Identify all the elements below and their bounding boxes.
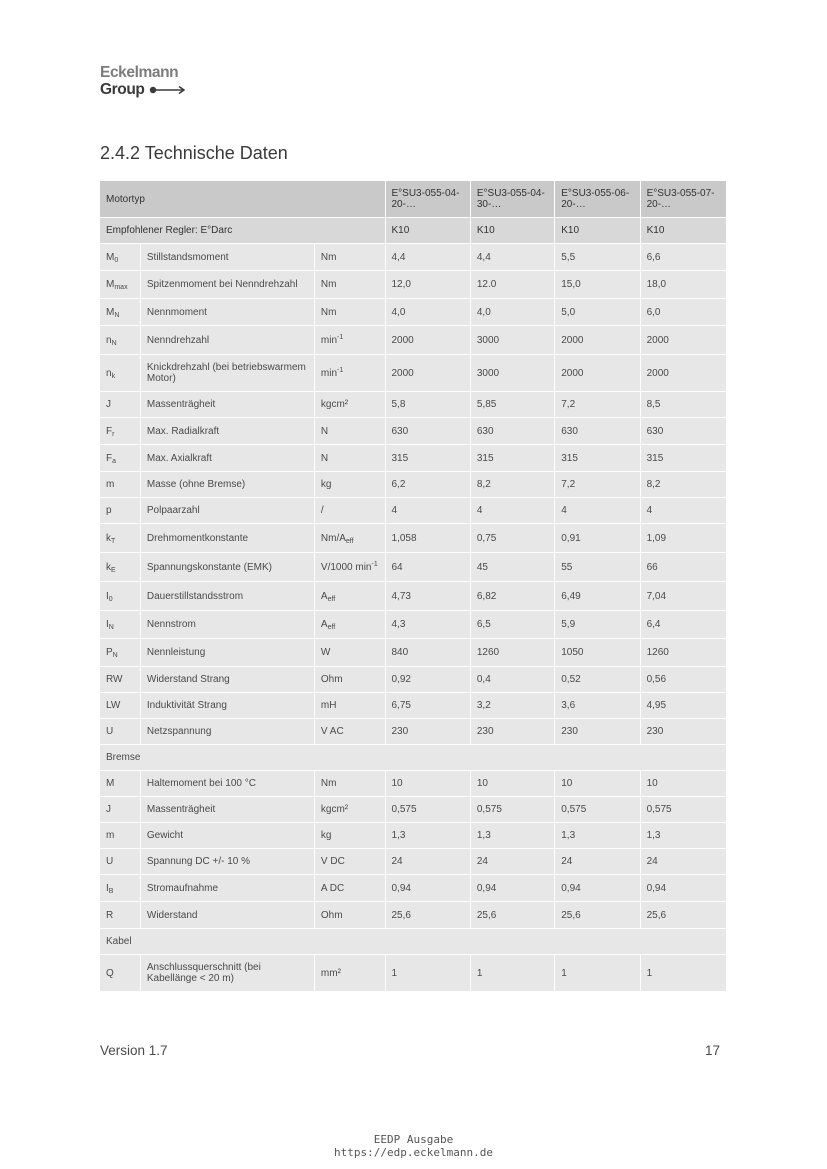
section-label: Kabel	[100, 929, 726, 954]
value-cell: 230	[641, 719, 726, 744]
unit-cell	[315, 418, 385, 444]
symbol-subscript: 0	[108, 595, 113, 603]
value-cell: 24	[386, 849, 470, 874]
unit-cell	[315, 553, 385, 581]
value-cell: 2000	[555, 355, 639, 391]
regler-value: K10	[641, 218, 726, 243]
value-cell: 1	[386, 955, 470, 991]
value-cell: 7,2	[555, 472, 639, 497]
value-cell: 6,4	[641, 611, 726, 638]
value-cell: 8,2	[641, 472, 726, 497]
unit: Nm	[320, 778, 337, 789]
unit-superscript: -1	[371, 560, 378, 568]
value-cell: 2000	[386, 355, 470, 391]
value-cell: 7,2	[555, 392, 639, 417]
value-cell: 24	[641, 849, 726, 874]
value-cell: 6,82	[471, 582, 554, 610]
symbol-subscript: N	[108, 624, 114, 631]
unit: W	[320, 647, 331, 658]
unit: Ohm	[320, 674, 343, 685]
unit-cell	[315, 271, 385, 298]
motortyp-label: Motortyp	[100, 181, 385, 217]
value-cell: 230	[555, 719, 639, 744]
table-row	[100, 244, 726, 270]
symbol-cell	[100, 611, 140, 638]
symbol-cell	[100, 472, 140, 497]
unit: Ohm	[320, 909, 343, 921]
symbol-cell	[100, 418, 140, 444]
parameter-name: Nennmoment	[141, 299, 314, 325]
model-col-1: E°SU3-055-04-20-…	[386, 181, 470, 217]
section-row	[100, 929, 726, 954]
parameter-name: Haltemoment bei 100 °C	[141, 771, 314, 796]
table-row	[100, 955, 726, 991]
unit-superscript: -1	[337, 366, 344, 374]
value-cell: 10	[386, 771, 470, 796]
value-cell: 0,52	[555, 667, 639, 692]
table-row	[100, 392, 726, 417]
unit: Nm/A	[320, 532, 346, 544]
value-cell: 6,0	[641, 299, 726, 325]
unit: A	[320, 590, 328, 602]
unit: /	[320, 505, 324, 516]
value-cell: 1,3	[641, 823, 726, 848]
value-cell: 1,058	[386, 524, 470, 552]
value-cell: 840	[386, 639, 470, 666]
symbol: I	[106, 882, 109, 894]
value-cell: 3000	[471, 326, 554, 354]
unit: N	[320, 452, 329, 464]
value-cell: 45	[471, 553, 554, 581]
value-cell: 5,85	[471, 392, 554, 417]
eedp-watermark	[0, 1133, 827, 1159]
value-cell: 25,6	[555, 902, 639, 928]
technical-data-table	[99, 180, 727, 992]
unit-cell	[315, 498, 385, 523]
unit-cell	[315, 611, 385, 638]
parameter-name: Stromaufnahme	[141, 875, 314, 901]
company-logo	[100, 64, 220, 98]
value-cell: 2000	[386, 326, 470, 354]
unit-subscript: eff	[327, 624, 336, 631]
value-cell: 0,94	[641, 875, 726, 901]
value-cell: 64	[386, 553, 470, 581]
regler-value: K10	[386, 218, 470, 243]
unit: mH	[320, 700, 337, 711]
table-row	[100, 418, 726, 444]
value-cell: 1	[555, 955, 639, 991]
unit-cell	[315, 797, 385, 822]
value-cell: 315	[641, 445, 726, 471]
symbol-cell	[100, 498, 140, 523]
value-cell: 6,49	[555, 582, 639, 610]
value-cell: 315	[386, 445, 470, 471]
symbol-cell	[100, 392, 140, 417]
unit-cell	[315, 355, 385, 391]
value-cell: 4,0	[471, 299, 554, 325]
value-cell: 25,6	[386, 902, 470, 928]
value-cell: 1	[471, 955, 554, 991]
unit: mm²	[320, 967, 341, 979]
value-cell: 1,3	[386, 823, 470, 848]
value-cell: 10	[555, 771, 639, 796]
value-cell: 18,0	[641, 271, 726, 298]
unit: kgcm²	[320, 804, 349, 815]
value-cell: 0,94	[386, 875, 470, 901]
symbol-subscript: 0	[114, 256, 119, 264]
value-cell: 0,575	[641, 797, 726, 822]
table-row	[100, 849, 726, 874]
symbol-subscript: N	[112, 652, 118, 659]
symbol-subscript: a	[112, 457, 117, 465]
symbol: I	[106, 590, 109, 602]
value-cell: 24	[555, 849, 639, 874]
unit-superscript: -1	[337, 333, 344, 341]
unit-cell	[315, 667, 385, 692]
unit: V DC	[320, 856, 345, 867]
value-cell: 2000	[641, 326, 726, 354]
symbol-cell	[100, 271, 140, 298]
table-row	[100, 902, 726, 928]
parameter-name: Drehmomentkonstante	[141, 524, 314, 552]
symbol-subscript: N	[114, 311, 120, 319]
symbol-cell	[100, 299, 140, 325]
value-cell: 3000	[471, 355, 554, 391]
symbol: Q	[106, 967, 114, 979]
model-col-3: E°SU3-055-06-20-…	[555, 181, 639, 217]
table-row	[100, 271, 726, 298]
value-cell: 630	[555, 418, 639, 444]
table-row	[100, 797, 726, 822]
table-row	[100, 498, 726, 523]
parameter-name: Nennleistung	[141, 639, 314, 666]
parameter-name: Nenndrehzahl	[141, 326, 314, 354]
parameter-name: Spannung DC +/- 10 %	[141, 849, 314, 874]
symbol-cell	[100, 955, 140, 991]
unit: min	[320, 367, 338, 379]
value-cell: 12.0	[471, 271, 554, 298]
unit-cell	[315, 719, 385, 744]
value-cell: 10	[471, 771, 554, 796]
unit-cell	[315, 693, 385, 718]
value-cell: 5,5	[555, 244, 639, 270]
value-cell: 630	[641, 418, 726, 444]
unit-cell	[315, 582, 385, 610]
value-cell: 3,2	[471, 693, 554, 718]
table-row	[100, 667, 726, 692]
parameter-name: Widerstand	[141, 902, 314, 928]
symbol-cell	[100, 326, 140, 354]
value-cell: 230	[471, 719, 554, 744]
regler-label: Empfohlener Regler: E°Darc	[100, 218, 385, 243]
unit-cell	[315, 875, 385, 901]
symbol-cell	[100, 639, 140, 666]
symbol-cell	[100, 797, 140, 822]
value-cell: 315	[471, 445, 554, 471]
unit: min	[320, 334, 338, 346]
unit-cell	[315, 849, 385, 874]
value-cell: 5,8	[386, 392, 470, 417]
table-row	[100, 582, 726, 610]
symbol-subscript: T	[111, 537, 116, 545]
value-cell: 2000	[555, 326, 639, 354]
parameter-name: Masse (ohne Bremse)	[141, 472, 314, 497]
value-cell: 1,09	[641, 524, 726, 552]
unit: A DC	[320, 882, 345, 894]
symbol-subscript: B	[108, 887, 114, 895]
table-header-row	[100, 181, 726, 217]
symbol: J	[106, 399, 111, 410]
unit-cell	[315, 771, 385, 796]
symbol-cell	[100, 553, 140, 581]
value-cell: 10	[641, 771, 726, 796]
symbol-cell	[100, 875, 140, 901]
symbol: p	[106, 505, 112, 516]
value-cell: 4,3	[386, 611, 470, 638]
logo-arrow-icon	[149, 85, 187, 95]
symbol: J	[106, 804, 111, 815]
unit-subscript: eff	[345, 537, 354, 545]
value-cell: 1	[641, 955, 726, 991]
unit-cell	[315, 955, 385, 991]
logo-line2: Group	[100, 81, 145, 98]
value-cell: 230	[386, 719, 470, 744]
symbol: M	[106, 251, 115, 263]
value-cell: 15,0	[555, 271, 639, 298]
value-cell: 315	[555, 445, 639, 471]
value-cell: 0,91	[555, 524, 639, 552]
unit: A	[320, 619, 328, 630]
value-cell: 0,575	[471, 797, 554, 822]
value-cell: 630	[471, 418, 554, 444]
symbol-subscript: max	[114, 284, 128, 291]
symbol-cell	[100, 719, 140, 744]
parameter-name: Induktivität Strang	[141, 693, 314, 718]
value-cell: 5,0	[555, 299, 639, 325]
unit-cell	[315, 823, 385, 848]
logo-line1: Eckelmann	[100, 64, 179, 81]
symbol-subscript: k	[111, 372, 116, 380]
value-cell: 0,4	[471, 667, 554, 692]
unit: kg	[320, 479, 332, 490]
value-cell: 6,75	[386, 693, 470, 718]
symbol: m	[106, 830, 115, 841]
value-cell: 25,6	[641, 902, 726, 928]
value-cell: 0,56	[641, 667, 726, 692]
parameter-name: Max. Radialkraft	[141, 418, 314, 444]
symbol: U	[106, 856, 114, 867]
value-cell: 1260	[641, 639, 726, 666]
value-cell: 4,4	[386, 244, 470, 270]
unit: N	[320, 425, 329, 437]
value-cell: 4	[641, 498, 726, 523]
symbol: RW	[106, 674, 123, 685]
parameter-name: Massenträgheit	[141, 392, 314, 417]
symbol-cell	[100, 902, 140, 928]
value-cell: 0,575	[386, 797, 470, 822]
value-cell: 8,2	[471, 472, 554, 497]
symbol-cell	[100, 771, 140, 796]
unit-cell	[315, 299, 385, 325]
symbol-cell	[100, 244, 140, 270]
table-row	[100, 719, 726, 744]
symbol: m	[106, 479, 115, 490]
parameter-name: Polpaarzahl	[141, 498, 314, 523]
parameter-name: Spannungskonstante (EMK)	[141, 553, 314, 581]
symbol: k	[106, 532, 111, 544]
unit-cell	[315, 639, 385, 666]
symbol-cell	[100, 355, 140, 391]
table-row	[100, 693, 726, 718]
table-row	[100, 445, 726, 471]
value-cell: 6,6	[641, 244, 726, 270]
symbol: M	[106, 279, 115, 290]
value-cell: 55	[555, 553, 639, 581]
unit-cell	[315, 902, 385, 928]
parameter-name: Massenträgheit	[141, 797, 314, 822]
symbol-cell	[100, 524, 140, 552]
watermark-line2: https://edp.eckelmann.de	[334, 1146, 493, 1159]
table-row	[100, 524, 726, 552]
footer-page-number: 17	[705, 1043, 721, 1058]
value-cell: 4,0	[386, 299, 470, 325]
section-label: Bremse	[100, 745, 726, 770]
symbol-subscript: r	[112, 430, 115, 438]
value-cell: 4,4	[471, 244, 554, 270]
symbol: R	[106, 909, 114, 921]
parameter-name: Netzspannung	[141, 719, 314, 744]
parameter-name: Spitzenmoment bei Nenndrehzahl	[141, 271, 314, 298]
symbol-subscript: N	[111, 339, 117, 347]
unit-cell	[315, 472, 385, 497]
regler-value: K10	[471, 218, 554, 243]
value-cell: 7,04	[641, 582, 726, 610]
value-cell: 1050	[555, 639, 639, 666]
value-cell: 5,9	[555, 611, 639, 638]
unit: Nm	[320, 306, 337, 318]
value-cell: 4	[555, 498, 639, 523]
table-row	[100, 355, 726, 391]
table-row	[100, 326, 726, 354]
value-cell: 0,575	[555, 797, 639, 822]
symbol: U	[106, 726, 114, 737]
unit: Nm	[320, 279, 337, 290]
table-row	[100, 639, 726, 666]
model-col-4: E°SU3-055-07-20-…	[641, 181, 726, 217]
symbol: F	[106, 452, 113, 464]
unit: kgcm²	[320, 399, 349, 410]
value-cell: 24	[471, 849, 554, 874]
symbol: P	[106, 647, 113, 658]
watermark-line1: EEDP Ausgabe	[373, 1133, 454, 1146]
value-cell: 1,3	[471, 823, 554, 848]
unit: V AC	[320, 726, 344, 737]
value-cell: 0,75	[471, 524, 554, 552]
unit-subscript: eff	[327, 595, 336, 603]
value-cell: 1260	[471, 639, 554, 666]
value-cell: 0,94	[471, 875, 554, 901]
symbol: LW	[106, 700, 121, 711]
regler-row	[100, 218, 726, 243]
value-cell: 6,5	[471, 611, 554, 638]
page-title: 2.4.2 Technische Daten	[100, 143, 288, 163]
symbol: M	[106, 778, 115, 789]
symbol-subscript: E	[111, 566, 116, 574]
symbol: F	[106, 425, 113, 437]
value-cell: 4	[386, 498, 470, 523]
parameter-name: Stillstandsmoment	[141, 244, 314, 270]
regler-value: K10	[555, 218, 639, 243]
value-cell: 66	[641, 553, 726, 581]
value-cell: 2000	[641, 355, 726, 391]
model-col-2: E°SU3-055-04-30-…	[471, 181, 554, 217]
table-row	[100, 771, 726, 796]
parameter-name: Knickdrehzahl (bei betriebswarmem Motor)	[141, 355, 314, 391]
value-cell: 4	[471, 498, 554, 523]
parameter-name: Anschlussquerschnitt (bei Kabellänge < 20 m)	[141, 955, 314, 991]
unit-cell	[315, 244, 385, 270]
symbol-cell	[100, 582, 140, 610]
value-cell: 12,0	[386, 271, 470, 298]
footer-version: Version 1.7	[100, 1043, 168, 1058]
value-cell: 4,73	[386, 582, 470, 610]
symbol: n	[106, 334, 112, 346]
symbol-cell	[100, 823, 140, 848]
table-row	[100, 823, 726, 848]
symbol-cell	[100, 445, 140, 471]
symbol: M	[106, 306, 115, 318]
parameter-name: Nennstrom	[141, 611, 314, 638]
section-row	[100, 745, 726, 770]
value-cell: 4,95	[641, 693, 726, 718]
parameter-name: Gewicht	[141, 823, 314, 848]
unit-cell	[315, 445, 385, 471]
symbol: n	[106, 367, 112, 379]
parameter-name: Dauerstillstandsstrom	[141, 582, 314, 610]
value-cell: 630	[386, 418, 470, 444]
parameter-name: Widerstand Strang	[141, 667, 314, 692]
table-row	[100, 472, 726, 497]
table-row	[100, 875, 726, 901]
table-row	[100, 553, 726, 581]
symbol-cell	[100, 693, 140, 718]
value-cell: 0,94	[555, 875, 639, 901]
symbol: k	[106, 561, 111, 573]
unit-cell	[315, 392, 385, 417]
symbol: I	[106, 619, 109, 630]
value-cell: 3,6	[555, 693, 639, 718]
value-cell: 6,2	[386, 472, 470, 497]
unit-cell	[315, 524, 385, 552]
unit: V/1000 min	[320, 561, 372, 573]
unit: Nm	[320, 251, 337, 263]
value-cell: 1,3	[555, 823, 639, 848]
table-row	[100, 299, 726, 325]
value-cell: 8,5	[641, 392, 726, 417]
table-row	[100, 611, 726, 638]
symbol-cell	[100, 667, 140, 692]
symbol-cell	[100, 849, 140, 874]
parameter-name: Max. Axialkraft	[141, 445, 314, 471]
unit-cell	[315, 326, 385, 354]
unit: kg	[320, 830, 332, 841]
value-cell: 25,6	[471, 902, 554, 928]
value-cell: 0,92	[386, 667, 470, 692]
